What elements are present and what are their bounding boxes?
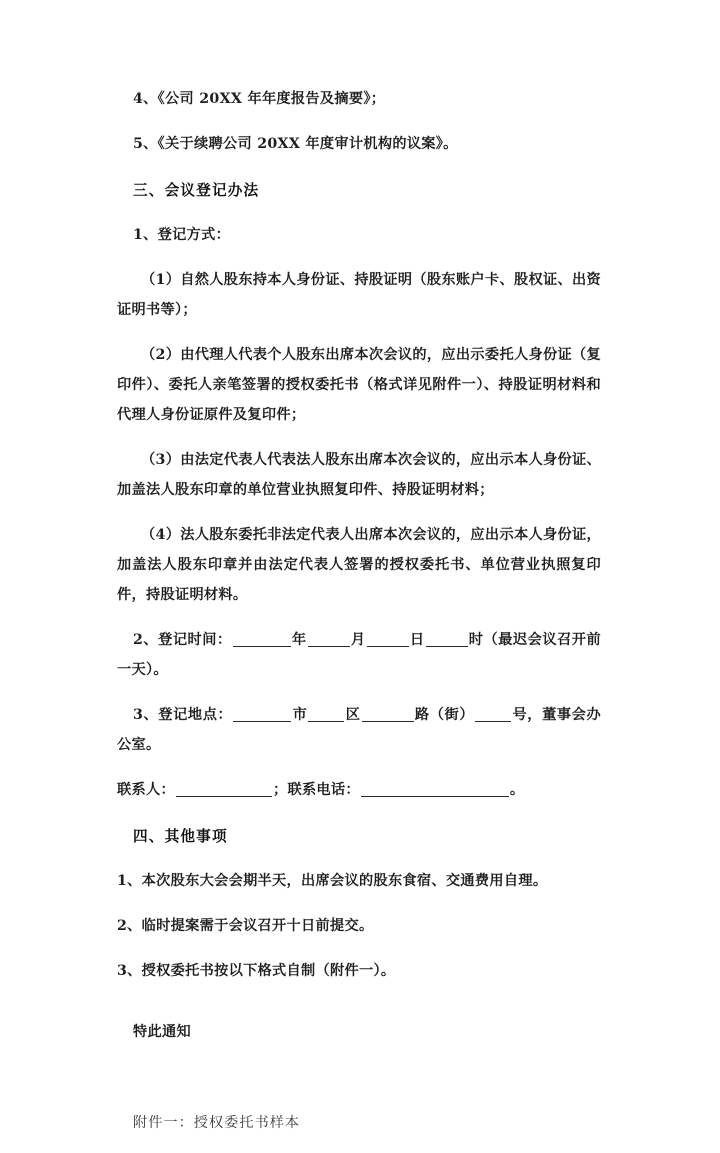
registration-method-2: （2）由代理人代表个人股东出席本次会议的，应出示委托人身份证（复印件）、委托人亲笔签署的授权委托书（格式详见附件一）、持股证明材料和代理人身份证原件及复印件； xyxy=(117,347,601,423)
registration-place-line xyxy=(117,700,601,760)
registration-place-prefix: 3、登记地点： xyxy=(133,707,233,723)
registration-time-prefix: 2、登记时间： xyxy=(133,632,232,648)
contact-person-label: 联系人： xyxy=(117,782,175,798)
registration-place-district-blank[interactable] xyxy=(308,708,344,722)
contact-person-blank[interactable] xyxy=(176,783,272,797)
section-heading-3: 三、会议登记办法 xyxy=(133,182,260,199)
other-item-3: 3、授权委托书按以下格式自制（附件一）。 xyxy=(117,963,396,979)
registration-time-year-blank[interactable] xyxy=(233,633,291,647)
spacer xyxy=(117,1001,601,1017)
registration-method-1: （1）自然人股东持本人身份证、持股证明（股东账户卡、股权证、出资证明书等）； xyxy=(117,272,601,318)
contact-phone-blank[interactable] xyxy=(361,783,509,797)
registration-time-suffix: （最迟会议召开前一天）。 xyxy=(117,632,601,678)
registration-place-suffix: 董事会办公室。 xyxy=(117,707,601,753)
agenda-item-5: 5、《关于续聘公司 20XX 年度审计机构的议案》。 xyxy=(133,136,458,152)
registration-time-year-unit: 年 xyxy=(291,632,307,648)
contact-phone-label: 联系电话： xyxy=(287,782,360,798)
agenda-item-4: 4、《公司 20XX 年年度报告及摘要》； xyxy=(133,91,386,107)
closing-notice: 特此通知 xyxy=(133,1024,191,1040)
other-item-1: 1、本次股东大会会期半天，出席会议的股东食宿、交通费用自理。 xyxy=(117,873,548,889)
registration-place-road-blank[interactable] xyxy=(362,708,414,722)
registration-time-month-blank[interactable] xyxy=(308,633,350,647)
registration-time-month-unit: 月 xyxy=(350,632,366,648)
spacer xyxy=(117,1062,601,1108)
registration-method-4: （4）法人股东委托非法定代表人出席本次会议的，应出示本人身份证，加盖法人股东印章并由法定代表人签署的授权委托书、单位营业执照复印件，持股证明材料。 xyxy=(117,527,601,603)
registration-place-district-unit: 区 xyxy=(345,707,361,723)
registration-time-day-unit: 日 xyxy=(409,632,425,648)
contact-terminator: 。 xyxy=(509,782,525,798)
registration-place-city-unit: 市 xyxy=(292,707,308,723)
other-item-2: 2、临时提案需于会议召开十日前提交。 xyxy=(117,918,374,934)
registration-place-road-unit: 路（街） xyxy=(414,707,475,723)
registration-time-day-blank[interactable] xyxy=(367,633,409,647)
document-body xyxy=(117,84,601,1153)
registration-place-number-blank[interactable] xyxy=(475,708,511,722)
attachment-title: 附件一：授权委托书样本 xyxy=(133,1115,301,1131)
contact-line xyxy=(117,775,601,805)
contact-separator: ； xyxy=(272,782,288,798)
registration-method-label: 1、登记方式： xyxy=(133,227,231,243)
registration-time-line xyxy=(117,625,601,685)
registration-place-city-blank[interactable] xyxy=(233,708,291,722)
registration-method-3: （3）由法定代表人代表法人股东出席本次会议的，应出示本人身份证、加盖法人股东印章的单位营业执照复印件、持股证明材料； xyxy=(117,452,601,498)
registration-time-hour-blank[interactable] xyxy=(426,633,468,647)
section-heading-4: 四、其他事项 xyxy=(133,828,228,845)
registration-time-hour-unit: 时 xyxy=(468,632,484,648)
registration-place-number-unit: 号， xyxy=(512,707,543,723)
